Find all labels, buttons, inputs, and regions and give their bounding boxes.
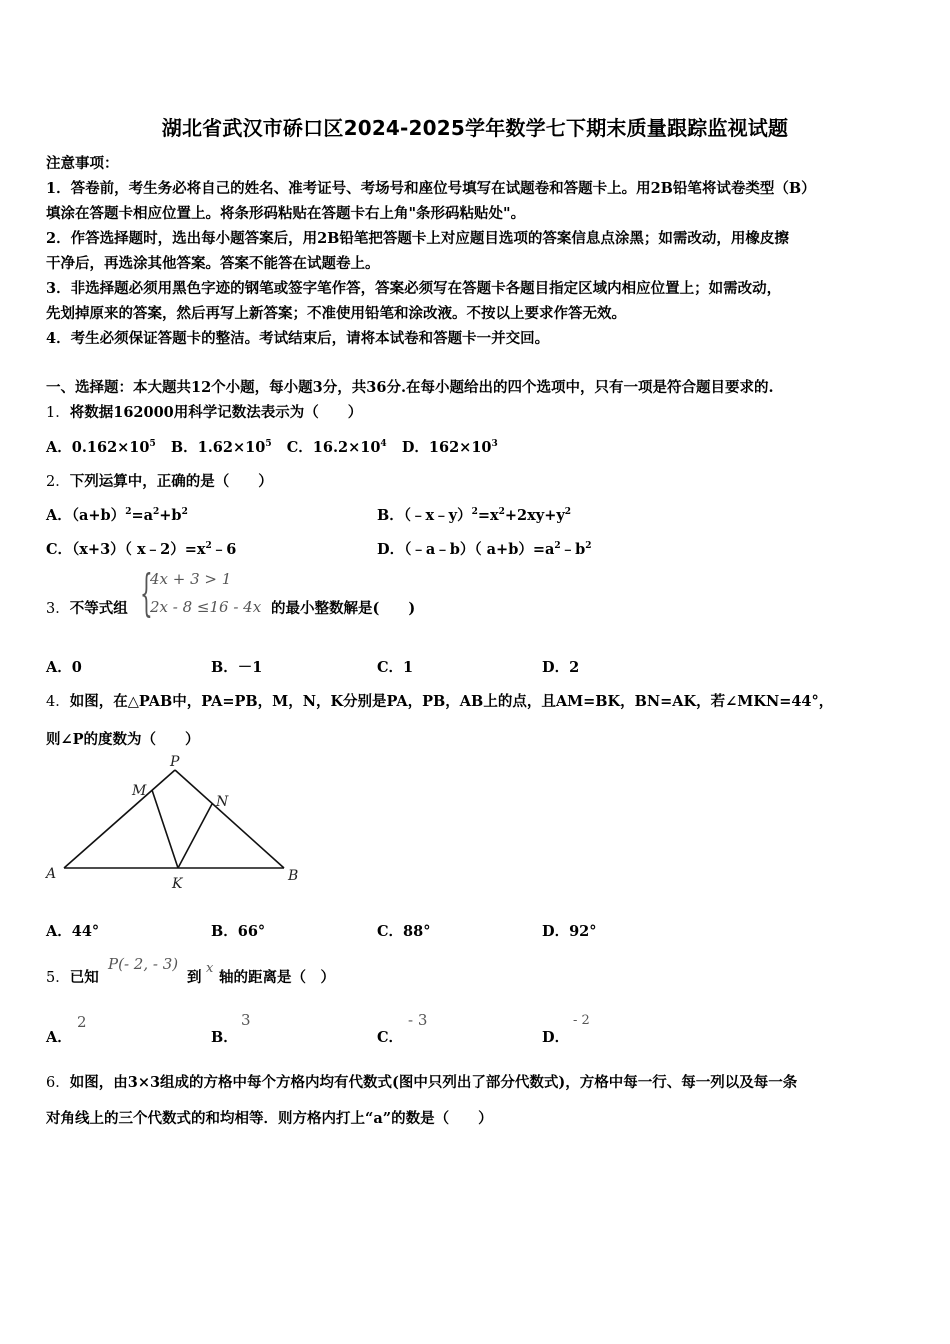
question-4	[46, 690, 833, 711]
question-suffix: 的最小整数解是( )	[271, 600, 416, 617]
question-number: 6．	[46, 1075, 70, 1091]
option-a: A．0	[46, 659, 82, 676]
option-c: C．1	[377, 659, 414, 676]
notice-line: 3．非选择题必须用黑色字迹的钢笔或签字笔作答，答案必须写在答题卡各题目指定区域内相应位置上；如需改动，	[46, 280, 782, 297]
notice-heading: 注意事项：	[46, 155, 119, 172]
option-a: A．$(a+b)^2=a^2+b^2$	[46, 507, 188, 524]
notice-line: 干净后，再选涂其他答案。答案不能答在试题卷上。	[46, 255, 380, 272]
option-d-value: - 2	[573, 1013, 590, 1028]
inequality-2: 2x - 8 ≤16 - 4x	[150, 598, 262, 616]
question-6	[46, 1071, 797, 1092]
question-number: 3．	[46, 601, 70, 617]
question-text: 如图，由3×3组成的方格中每个方格内均有代数式(图中只列出了部分代数式)，方格中每一行、每一列以及每一条	[69, 1074, 798, 1091]
option-c: C．	[377, 1029, 404, 1046]
label-b: B	[288, 868, 299, 884]
q1-options	[46, 436, 498, 457]
option-d: D．（﹣a﹣b）（ $a+b)=a^2﹣b^2$	[377, 541, 592, 558]
label-n: N	[216, 794, 229, 810]
notice-line: 先划掉原来的答案，然后再写上新答案；不准使用铅笔和涂改液。不按以上要求作答无效。	[46, 305, 626, 322]
notice-line: 2．作答选择题时，选出每小题答案后，用2B铅笔把答题卡上对应题目选项的答案信息点涂黑；如需改动，用橡皮擦	[46, 230, 789, 247]
option-d: D．$162\times 10^3$	[401, 439, 498, 456]
triangle-figure	[44, 752, 302, 892]
inequality-system	[140, 564, 270, 623]
option-a: A．	[46, 1029, 72, 1046]
axis-x: x	[206, 961, 214, 976]
option-a: A．44°	[46, 923, 100, 940]
question-text-cont: 则∠P的度数为（ ）	[46, 731, 200, 748]
inequality-1: 4x + 3 > 1	[150, 570, 232, 588]
option-a-value: 2	[77, 1013, 87, 1031]
option-b: B．66°	[211, 923, 266, 940]
page-title: 湖北省武汉市硚口区2024-2025学年数学七下期末质量跟踪监视试题	[161, 116, 789, 140]
option-b: B．$(﹣x﹣y)^2=x^2+2xy+y^2$	[377, 507, 572, 524]
option-b: B．	[211, 1029, 238, 1046]
label-k: K	[172, 876, 183, 892]
question-5	[46, 966, 99, 987]
option-c-value: - 3	[408, 1011, 428, 1029]
brace-symbol: {	[140, 564, 153, 622]
question-3	[46, 597, 128, 618]
option-c: C．（x+3）（ $x﹣2)=x^2﹣6$	[46, 541, 237, 558]
option-b: B．$1.62\times 10^5$	[170, 439, 272, 456]
option-c: C．88°	[377, 923, 431, 940]
section-heading: 一、选择题：本大题共12个小题，每小题3分，共36分.在每小题给出的四个选项中，只有一项是符合题目要求的.	[46, 379, 774, 396]
notice-line: 4．考生必须保证答题卡的整洁。考试结束后，请将本试卷和答题卡一并交回。	[46, 330, 550, 347]
option-d: D．2	[542, 659, 580, 676]
question-text: 下列运算中，正确的是（ ）	[69, 473, 273, 490]
question-prefix: 不等式组	[69, 600, 128, 617]
option-b: B．－1	[211, 659, 263, 676]
question-prefix: 已知	[69, 969, 99, 986]
question-number: 1．	[46, 405, 70, 421]
question-text: 如图，在△PAB中，PA=PB，M，N，K分别是PA，PB，AB上的点，且AM=BK，BN=AK，若∠MKN=44°，	[69, 693, 834, 710]
question-number: 5．	[46, 970, 70, 986]
option-a: A．$0.162\times 10^5$	[46, 439, 156, 456]
option-d: D．	[542, 1029, 570, 1046]
point-p: P(- 2, - 3)	[108, 955, 179, 973]
label-p: P	[170, 754, 180, 770]
question-text-cont: 对角线上的三个代数式的和均相等．则方格内打上“a”的数是（ ）	[46, 1110, 493, 1127]
question-2	[46, 470, 273, 491]
option-d: D．92°	[542, 923, 597, 940]
option-c: C．$16.2\times 10^4$	[286, 439, 387, 456]
question-number: 2．	[46, 474, 70, 490]
label-a: A	[46, 866, 57, 882]
question-1	[46, 401, 362, 422]
question-text: 将数据162000用科学记数法表示为（ ）	[69, 404, 363, 421]
notice-line: 1．答卷前，考生务必将自己的姓名、准考证号、考场号和座位号填写在试题卷和答题卡上。用2B铅笔将试卷类型（B）	[46, 180, 816, 197]
label-m: M	[132, 783, 147, 799]
notice-line: 填涂在答题卡相应位置上。将条形码粘贴在答题卡右上角"条形码粘贴处"。	[46, 205, 526, 222]
question-mid: 到	[187, 969, 202, 986]
question-number: 4．	[46, 694, 70, 710]
question-suffix: 轴的距离是（ ）	[219, 969, 335, 986]
option-b-value: 3	[241, 1011, 251, 1029]
